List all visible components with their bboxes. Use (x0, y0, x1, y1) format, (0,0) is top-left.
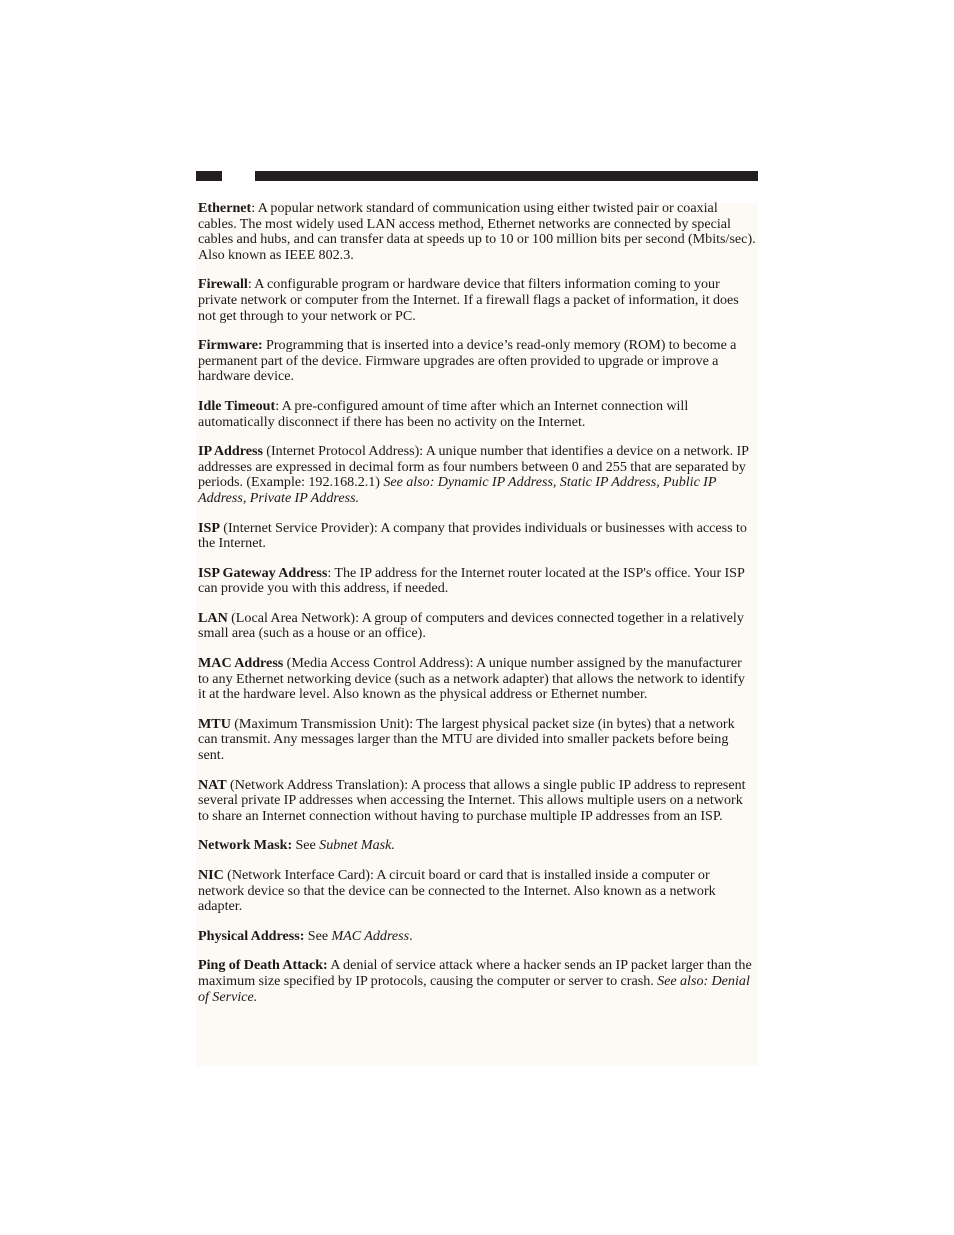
glossary-definition: A configurable program or hardware device that filters information coming to your private network or computer from the Internet. If a firewall flags a packet of information, it does not get through to your network or PC. (198, 276, 739, 324)
glossary-definition: Programming that is inserted into a device’s read-only memory (ROM) to become a permanent part of the device. Firmware upgrades are often provided to upgrade or improve a hardware device. (198, 337, 737, 385)
glossary-definition: The IP address for the Internet router located at the ISP's office. Your ISP can provide you with this address, if needed. (198, 564, 745, 597)
glossary-definition: A denial of service attack where a hacker sends an IP packet larger than the maximum size specified by IP protocols, causing the computer or server to crash. (198, 957, 752, 989)
glossary-definition: (Local Area Network): A group of computers and devices connected together in a relatively small area (such as a house or an office). (198, 609, 744, 642)
glossary-entry (198, 958, 756, 1005)
glossary-definition: (Media Access Control Address): A unique number assigned by the manufacturer to any Ethernet networking device (such as a network adapter) that allows the network to identify it at the hardware level. Also known as the physical address or Ethernet number. (198, 655, 745, 703)
glossary-entry (198, 399, 756, 430)
term-separator: : (327, 564, 332, 581)
glossary-entry (198, 656, 756, 703)
glossary-term: NIC (198, 867, 224, 883)
glossary-entry (198, 778, 756, 825)
glossary-term: MTU (198, 715, 231, 732)
glossary-term: ISP Gateway Address (198, 564, 328, 581)
glossary-definition: (Network Interface Card): A circuit board or card that is installed inside a computer or network device so that the device can be connected to the Internet. Also known as a network adapter. (198, 867, 716, 915)
glossary-entry (198, 566, 756, 597)
glossary-term: Network Mask: (198, 837, 293, 854)
see-reference: See also: Denial of Service. (198, 972, 750, 1005)
glossary-term: Firmware: (198, 337, 263, 354)
glossary-entry (198, 444, 756, 506)
glossary-entry (198, 338, 756, 385)
glossary-definition: (Maximum Transmission Unit): The largest physical packet size (in bytes) that a network can transmit. Any messages larger than the MTU are divided into smaller packets before being sent. (198, 715, 735, 764)
glossary-entry (198, 521, 756, 552)
glossary-definition: See (304, 927, 332, 944)
glossary-entry (198, 201, 756, 263)
glossary-term: LAN (198, 609, 228, 626)
glossary-term: ISP (198, 519, 220, 536)
glossary-term: Ethernet (198, 200, 252, 216)
glossary-term: Physical Address: (198, 927, 305, 944)
glossary-term: IP Address (198, 443, 263, 460)
glossary-definition: (Internet Service Provider): A company that provides individuals or businesses with access to the Internet. (198, 519, 747, 552)
glossary-term: Ping of Death Attack: (198, 957, 328, 974)
glossary-entry (198, 838, 756, 854)
glossary-definition: (Network Address Translation): A process that allows a single public IP address to represent several private IP addresses when accessing the Internet. This allows multiple users on a network to share an Internet connection without having to purchase multiple IP addresses from an ISP. (198, 776, 746, 824)
term-separator: : (251, 200, 256, 216)
term-separator: : (275, 397, 280, 414)
glossary-entry (198, 717, 756, 764)
glossary-entry (198, 868, 756, 915)
glossary-definition: See (292, 837, 320, 854)
glossary-term: Idle Timeout (198, 397, 276, 414)
glossary-list (198, 201, 756, 1019)
see-reference: MAC Address (331, 927, 410, 944)
glossary-entry (198, 611, 756, 642)
glossary-definition: (Internet Protocol Address): A unique number that identifies a device on a network. IP addresses are expressed in decimal form as four numbers between 0 and 255 that are separated by periods. (Example: 192.168.2.1) (198, 443, 749, 491)
term-separator: : (247, 276, 252, 293)
see-reference: Subnet Mask. (319, 837, 395, 854)
definition-tail: . (409, 927, 413, 944)
glossary-definition: A pre-configured amount of time after which an Internet connection will automatically disconnect if there has been no activity on the Internet. (198, 397, 689, 430)
see-reference: See also: Dynamic IP Address, Static IP Address, Public IP Address, Private IP Address. (198, 474, 717, 506)
glossary-term: NAT (198, 776, 227, 793)
glossary-entry (198, 277, 756, 324)
glossary-entry (198, 929, 756, 945)
glossary-term: MAC Address (198, 655, 284, 672)
glossary-term: Firewall (198, 276, 248, 293)
glossary-definition: A popular network standard of communication using either twisted pair or coaxial cables. The most widely used LAN access method, Ethernet networks are connected by special cables and hubs, and can transfer data at speeds up to 10 or 100 million bits per second (Mbits/sec). Also known as IEEE 802.3. (198, 200, 756, 263)
header-rule-left (196, 171, 222, 181)
header-rule-right (255, 171, 758, 181)
